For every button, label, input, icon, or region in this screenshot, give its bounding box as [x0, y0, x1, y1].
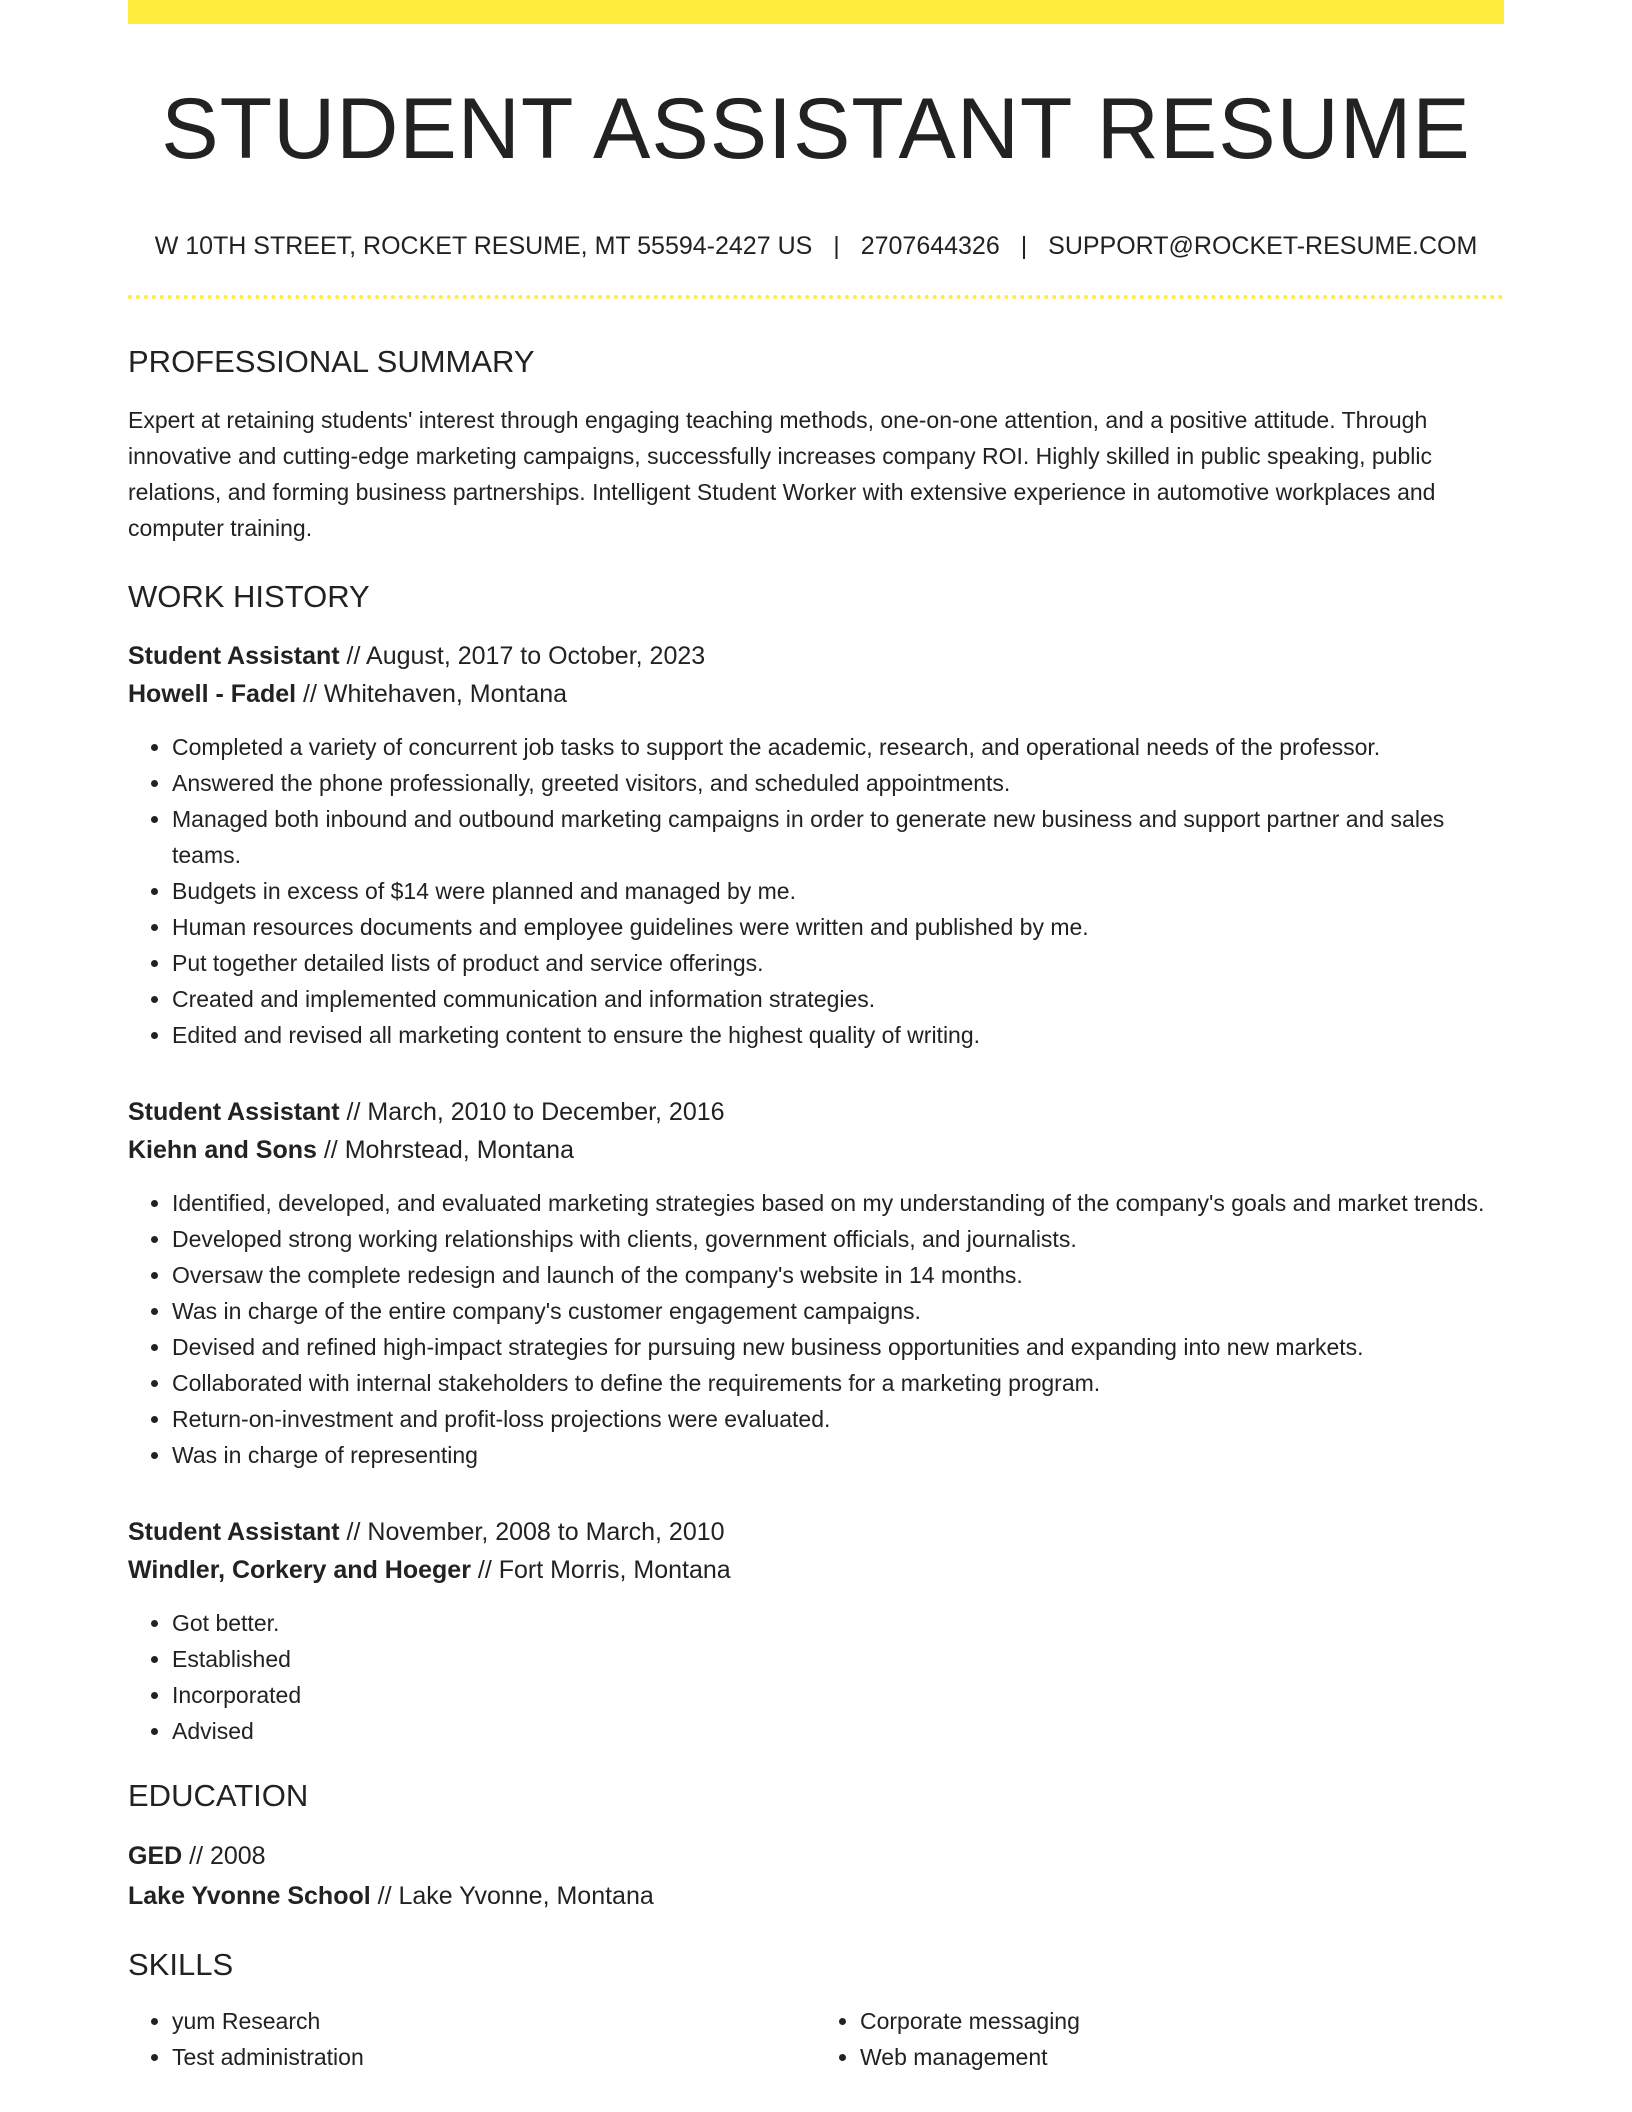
skills-columns — [128, 2003, 1504, 2075]
job-company-line — [128, 675, 1504, 713]
resume-title: STUDENT ASSISTANT RESUME — [161, 81, 1471, 177]
skills-list-right — [816, 2003, 1504, 2075]
contact-address: W 10TH STREET, ROCKET RESUME, MT 55594-2427 US — [154, 231, 813, 260]
list-item: • Developed strong working relationships with clients, government officials, and journalists. — [172, 1221, 1504, 1257]
list-item: • Advised — [172, 1713, 1504, 1749]
contact-phone: 2707644326 — [860, 231, 1000, 260]
contact-separator: | — [1020, 231, 1028, 260]
job-entry — [128, 637, 1504, 1053]
summary-text: Expert at retaining students' interest through engaging teaching methods, one-on-one attention, and a positive attitude. Through innovative and cutting-edge marketing campaigns, successfully increases company ROI. Highly skilled in public speaking, public relations, and forming business partnerships. Intelligent Student Worker with extensive experience in automotive workplaces and computer training. — [128, 406, 1436, 541]
job-location: // Mohrstead, Montana — [316, 1135, 574, 1164]
contact-email: SUPPORT@ROCKET-RESUME.COM — [1048, 231, 1478, 260]
list-item: • Incorporated — [172, 1677, 1504, 1713]
job-bullets — [128, 1185, 1504, 1473]
list-item: • Got better. — [172, 1605, 1504, 1641]
job-title-line — [128, 1513, 1504, 1551]
list-item: • Budgets in excess of $14 were planned and managed by me. — [172, 873, 1504, 909]
contact-separator: | — [833, 231, 840, 260]
education-school-line — [128, 1876, 1504, 1916]
job-company: Windler, Corkery and Hoeger — [128, 1555, 471, 1584]
education-degree-line — [128, 1836, 1504, 1876]
job-title-line — [128, 1093, 1504, 1131]
list-item: • Was in charge of the entire company's customer engagement campaigns. — [172, 1293, 1504, 1329]
list-item: • Test administration — [172, 2039, 816, 2075]
education-location: // Lake Yvonne, Montana — [370, 1882, 654, 1911]
list-item: • Was in charge of representing — [172, 1437, 1504, 1473]
list-item: • Edited and revised all marketing content to ensure the highest quality of writing. — [172, 1017, 1504, 1053]
list-item: • Collaborated with internal stakeholders to define the requirements for a marketing program. — [172, 1365, 1504, 1401]
contact-line — [128, 231, 1504, 261]
list-item: • Managed both inbound and outbound marketing campaigns in order to generate new business and support partner and sales teams. — [172, 801, 1504, 873]
list-item: • Established — [172, 1641, 1504, 1677]
job-dates: // March, 2010 to December, 2016 — [339, 1097, 725, 1126]
accent-top-bar — [128, 0, 1504, 24]
job-title-line — [128, 637, 1504, 675]
skills-list-left — [128, 2003, 816, 2075]
list-item: • Return-on-investment and profit-loss projections were evaluated. — [172, 1401, 1504, 1437]
job-company: Kiehn and Sons — [128, 1135, 317, 1164]
list-item: • Identified, developed, and evaluated marketing strategies based on my understanding of the company's goals and market trends. — [172, 1185, 1504, 1221]
section-heading-summary: PROFESSIONAL SUMMARY — [128, 343, 535, 379]
list-item: • Completed a variety of concurrent job tasks to support the academic, research, and operational needs of the professor. — [172, 729, 1504, 765]
job-dates: // November, 2008 to March, 2010 — [339, 1517, 725, 1546]
job-company-line — [128, 1131, 1504, 1169]
list-item: • Human resources documents and employee guidelines were written and published by me. — [172, 909, 1504, 945]
education-entry — [128, 1836, 1504, 1916]
list-item: • yum Research — [172, 2003, 816, 2039]
resume-page — [128, 0, 1504, 2075]
job-bullets — [128, 1605, 1504, 1749]
job-company: Howell - Fadel — [128, 679, 297, 708]
dotted-divider — [128, 295, 1504, 299]
list-item: • Created and implemented communication and information strategies. — [172, 981, 1504, 1017]
list-item: • Devised and refined high-impact strategies for pursuing new business opportunities and expanding into new markets. — [172, 1329, 1504, 1365]
job-bullets — [128, 729, 1504, 1053]
section-heading-work-history: WORK HISTORY — [128, 578, 370, 614]
job-entry — [128, 1513, 1504, 1749]
education-year: // 2008 — [182, 1842, 266, 1871]
list-item: • Answered the phone professionally, greeted visitors, and scheduled appointments. — [172, 765, 1504, 801]
job-location: // Whitehaven, Montana — [296, 679, 568, 708]
job-location: // Fort Morris, Montana — [470, 1555, 731, 1584]
list-item: • Put together detailed lists of product and service offerings. — [172, 945, 1504, 981]
section-heading-skills: SKILLS — [128, 1947, 234, 1983]
section-heading-education: EDUCATION — [128, 1777, 309, 1813]
list-item: • Oversaw the complete redesign and launch of the company's website in 14 months. — [172, 1257, 1504, 1293]
list-item: • Web management — [860, 2039, 1504, 2075]
job-title: Student Assistant — [128, 641, 340, 670]
job-entry — [128, 1093, 1504, 1473]
education-school: Lake Yvonne School — [128, 1882, 371, 1911]
job-title: Student Assistant — [128, 1097, 340, 1126]
job-dates: // August, 2017 to October, 2023 — [339, 641, 706, 670]
job-title: Student Assistant — [128, 1517, 340, 1546]
list-item: • Corporate messaging — [860, 2003, 1504, 2039]
education-degree: GED — [128, 1842, 183, 1871]
job-company-line — [128, 1551, 1504, 1589]
